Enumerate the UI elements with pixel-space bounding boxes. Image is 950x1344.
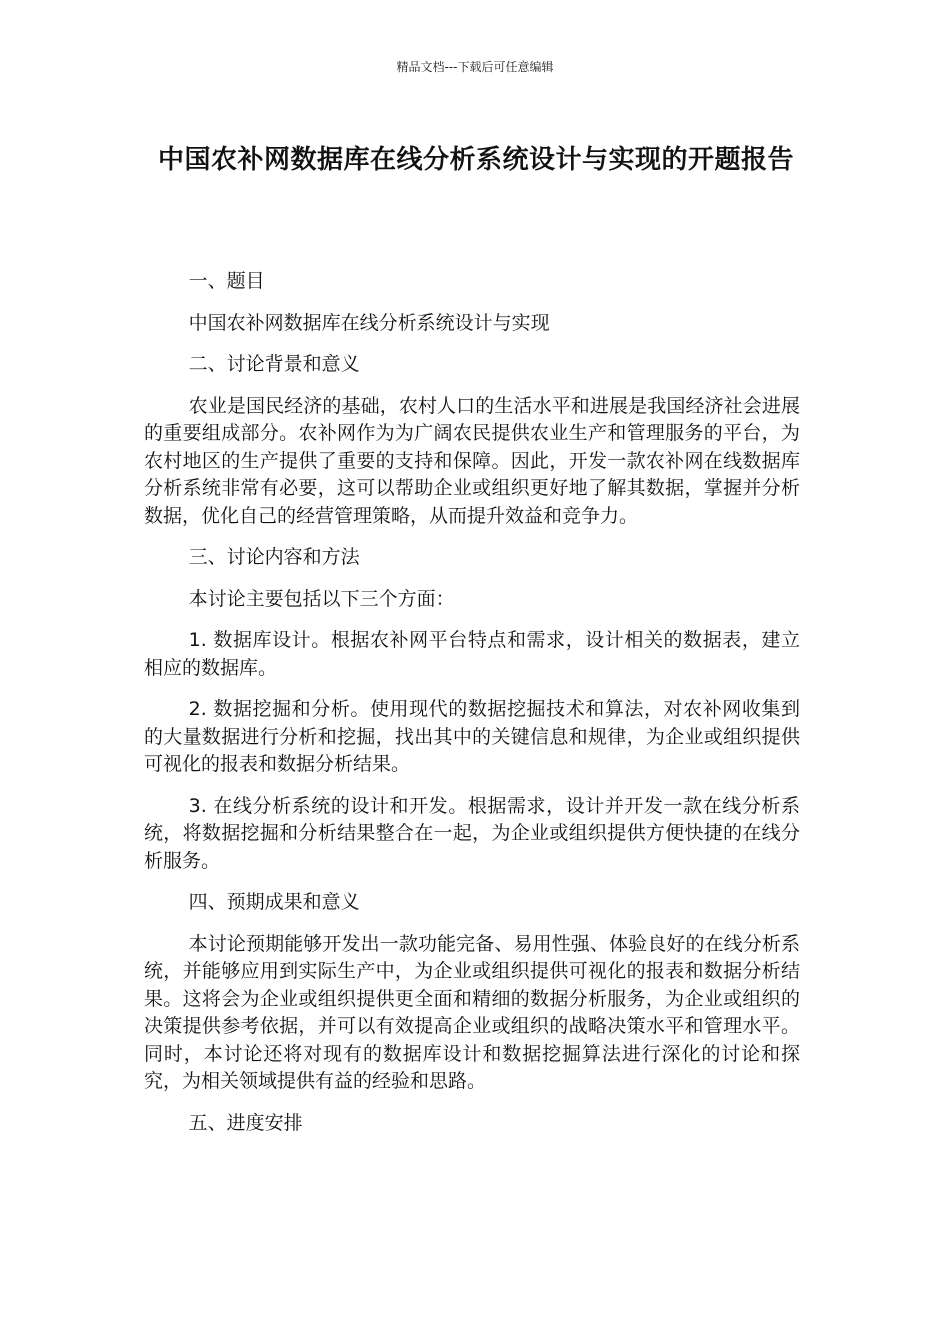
document-body bbox=[144, 268, 800, 1151]
section-heading-expected-results: 四、预期成果和意义 bbox=[188, 891, 360, 913]
section-heading-topic: 一、题目 bbox=[188, 270, 265, 292]
paragraph-expected-results: 本讨论预期能够开发出一款功能完备、易用性强、体验良好的在线分析系统，并能够应用到实际生产中，为企业或组织提供可视化的报表和数据分析结果。这将会为企业或组织提供更全面和精细的数据分析服务，为企业或组织的决策提供参考依据，并可以有效提高企业或组织的战略决策水平和管理水平。同时，本讨论还将对现有的数据库设计和数据挖掘算法进行深化的讨论和探究，为相关领域提供有益的经验和思路。 bbox=[144, 932, 800, 1092]
section-heading-background: 二、讨论背景和意义 bbox=[188, 353, 360, 375]
page-header-note: 精品文档---下载后可任意编辑 bbox=[396, 60, 554, 74]
document-title: 中国农补网数据库在线分析系统设计与实现的开题报告 bbox=[157, 145, 794, 175]
paragraph-topic: 中国农补网数据库在线分析系统设计与实现 bbox=[188, 311, 550, 334]
section-heading-schedule: 五、进度安排 bbox=[188, 1111, 303, 1134]
list-item-data-mining: 2. 数据挖掘和分析。使用现代的数据挖掘技术和算法，对农补网收集到的大量数据进行分析和挖掘，找出其中的关键信息和规律，为企业或组织提供可视化的报表和数据分析结果。 bbox=[144, 698, 800, 775]
section-heading-content-method: 三、讨论内容和方法 bbox=[188, 546, 360, 568]
paragraph-content-intro: 本讨论主要包括以下三个方面： bbox=[188, 587, 455, 610]
list-item-database-design: 1. 数据库设计。根据农补网平台特点和需求，设计相关的数据表，建立相应的数据库。 bbox=[144, 629, 800, 679]
list-item-online-system: 3. 在线分析系统的设计和开发。根据需求，设计并开发一款在线分析系统，将数据挖掘和分析结果整合在一起，为企业或组织提供方便快捷的在线分析服务。 bbox=[144, 794, 800, 872]
paragraph-background: 农业是国民经济的基础，农村人口的生活水平和进展是我国经济社会进展的重要组成部分。农补网作为为广阔农民提供农业生产和管理服务的平台，为农村地区的生产提供了重要的支持和保障。因此，开发一款农补网在线数据库分析系统非常有必要，这可以帮助企业或组织更好地了解其数据，掌握并分析数据，优化自己的经营管理策略，从而提升效益和竞争力。 bbox=[144, 394, 800, 527]
